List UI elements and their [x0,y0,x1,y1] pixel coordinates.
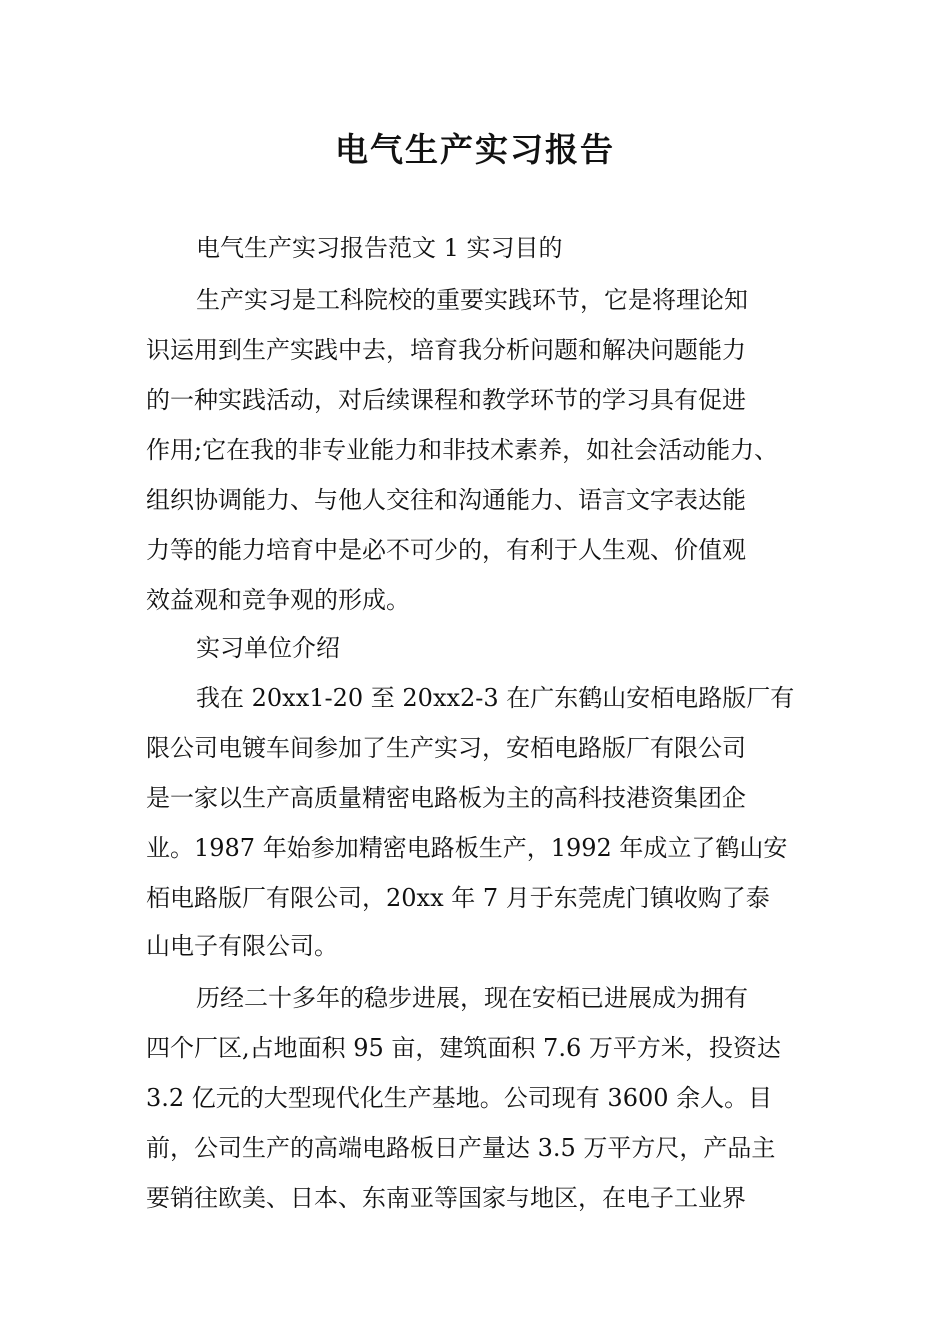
paragraph-line: 要销往欧美、日本、东南亚等国家与地区，在电子工业界 [146,1184,746,1212]
paragraph-line: 的一种实践活动，对后续课程和教学环节的学习具有促进 [146,386,746,414]
section-heading-company: 实习单位介绍 [196,634,340,662]
paragraph-line: 效益观和竞争观的形成。 [146,586,410,614]
paragraph-line: 限公司电镀车间参加了生产实习，安栢电路版厂有限公司 [146,734,746,762]
paragraph-line: 3.2 亿元的大型现代化生产基地。公司现有 3600 余人。目 [146,1084,773,1112]
paragraph-line: 山电子有限公司。 [146,932,338,960]
paragraph-line: 力等的能力培育中是必不可少的，有利于人生观、价值观 [146,536,746,564]
paragraph-line: 四个厂区,占地面积 95 亩，建筑面积 7.6 万平方米，投资达 [146,1034,781,1062]
document-title: 电气生产实习报告 [335,130,615,169]
paragraph-line: 栢电路版厂有限公司，20xx 年 7 月于东莞虎门镇收购了泰 [146,884,770,912]
paragraph-line: 业。1987 年始参加精密电路板生产，1992 年成立了鹤山安 [146,834,788,862]
paragraph-line: 组织协调能力、与他人交往和沟通能力、语言文字表达能 [146,486,746,514]
section-heading-purpose: 电气生产实习报告范文 1 实习目的 [196,234,563,262]
paragraph-line: 作用;它在我的非专业能力和非技术素养，如社会活动能力、 [146,436,779,464]
paragraph-line: 是一家以生产高质量精密电路板为主的高科技港资集团企 [146,784,746,812]
paragraph-line: 我在 20xx1-20 至 20xx2-3 在广东鹤山安栢电路版厂有 [196,684,795,712]
paragraph-line: 前，公司生产的高端电路板日产量达 3.5 万平方尺，产品主 [146,1134,776,1162]
paragraph-line: 识运用到生产实践中去，培育我分析问题和解决问题能力 [146,336,746,364]
paragraph-line: 生产实习是工科院校的重要实践环节，它是将理论知 [196,286,748,314]
paragraph-line: 历经二十多年的稳步进展，现在安栢已进展成为拥有 [196,984,748,1012]
